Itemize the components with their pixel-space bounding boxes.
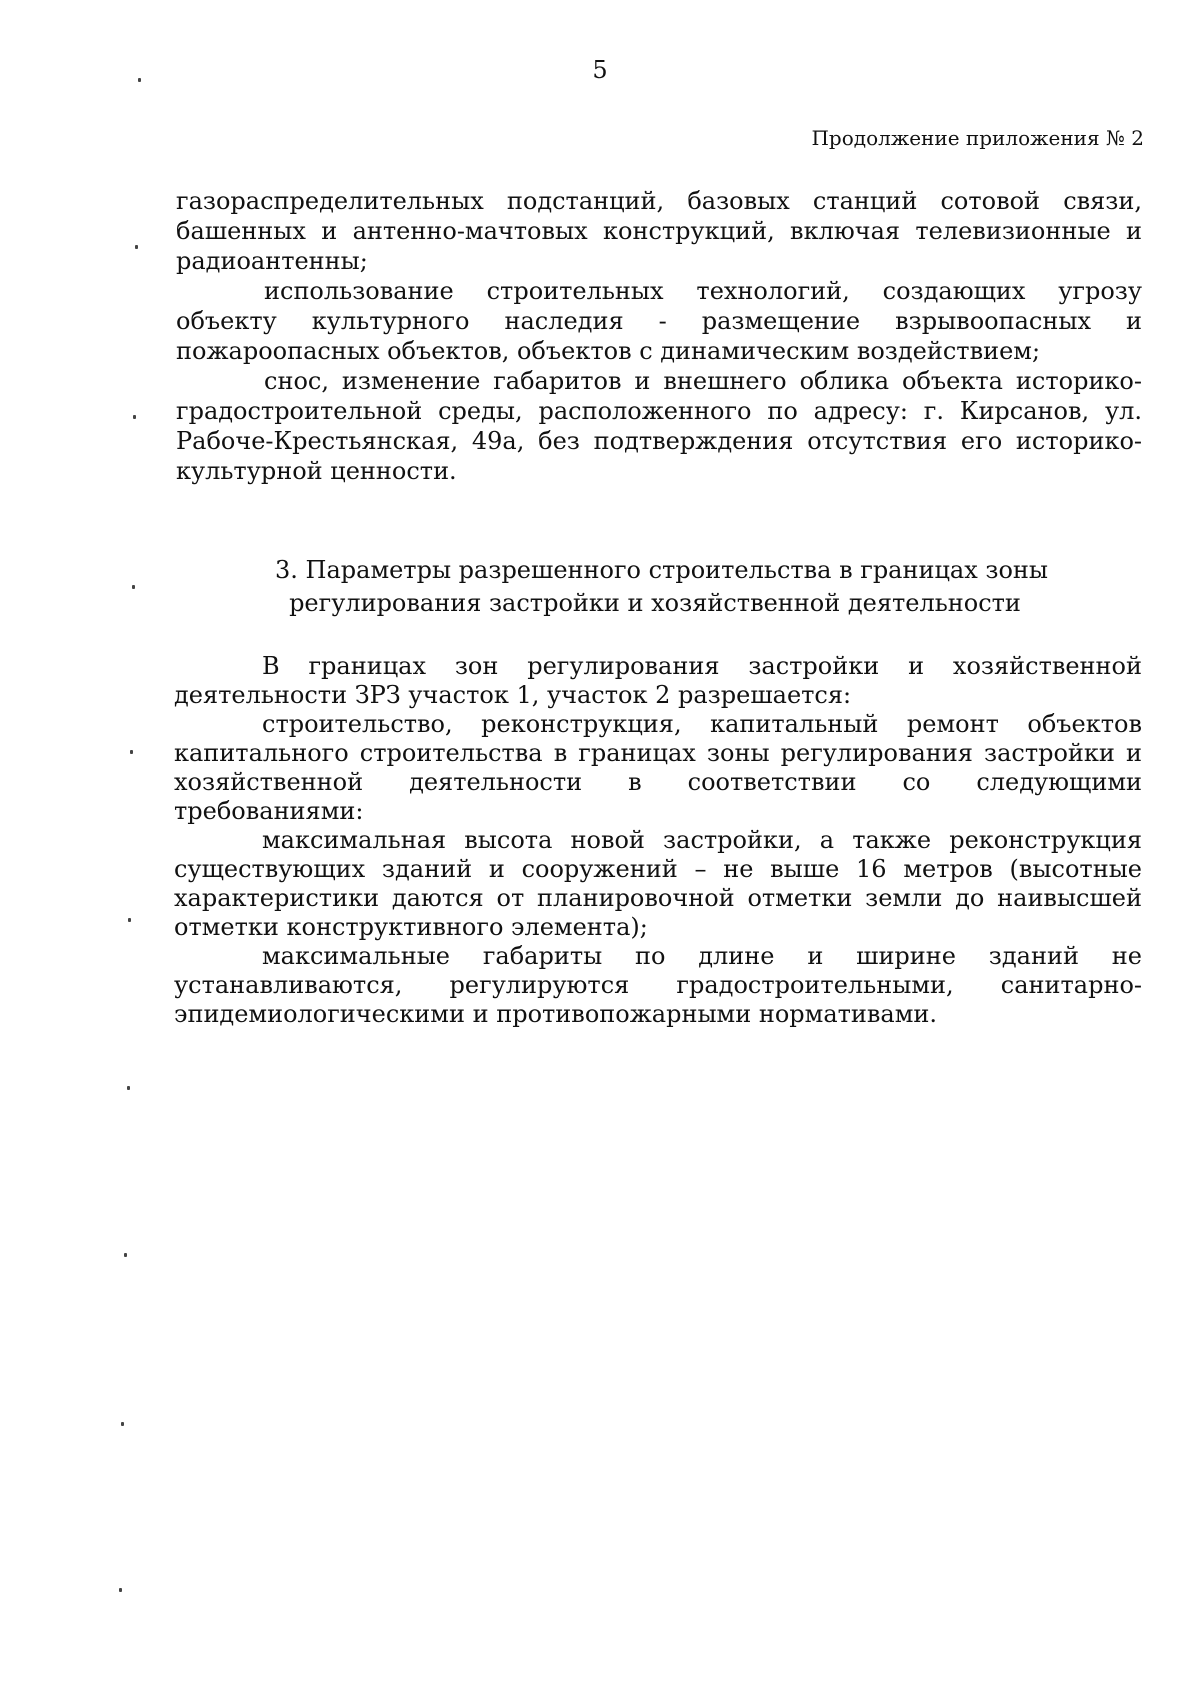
scan-speck — [138, 78, 141, 82]
body-text-bottom — [174, 652, 1142, 1029]
scan-speck — [121, 1422, 124, 1426]
scan-speck — [135, 245, 138, 249]
section-heading — [275, 554, 1049, 620]
scan-speck — [133, 415, 136, 419]
paragraph-max-dimensions: максимальные габариты по длине и ширине зданий не устанавливаются, регулируются градостроительными, санитарно-эпидемиологическими и противопожарными нормативами. — [174, 942, 1142, 1028]
paragraph-gas-stations: газораспределительных подстанций, базовых станций сотовой связи, башенных и антенно-мачтовых конструкций, включая телевизионные и радиоантенны; — [176, 187, 1142, 275]
paragraph-demolition: снос, изменение габаритов и внешнего облика объекта историко-градостроительной среды, расположенного по адресу: г. Кирсанов, ул. Рабоче-Крестьянская, 49а, без подтверждения отсутствия его историко-культурной ценности. — [176, 367, 1142, 485]
paragraph-construction-allowed: строительство, реконструкция, капитальный ремонт объектов капитального строительства в границах зоны регулирования застройки и хозяйственной деятельности в соответствии со следующими требованиями: — [174, 710, 1142, 825]
scan-speck — [124, 1253, 127, 1257]
section-heading-line-1: 3. Параметры разрешенного строительства в границах зоны — [275, 556, 1049, 584]
paragraph-construction-technologies: использование строительных технологий, создающих угрозу объекту культурного наследия - размещение взрывоопасных и пожароопасных объектов, объектов с динамическим воздействием; — [176, 277, 1142, 365]
appendix-continuation-label: Продолжение приложения № 2 — [811, 126, 1144, 150]
scan-speck — [128, 918, 131, 922]
section-heading-line-2: регулирования застройки и хозяйственной деятельности — [289, 589, 1021, 617]
paragraph-zone-permission: В границах зон регулирования застройки и хозяйственной деятельности ЗРЗ участок 1, участок 2 разрешается: — [174, 652, 1142, 709]
body-text-top — [176, 186, 1142, 486]
page-number: 5 — [592, 56, 608, 84]
paragraph-max-height: максимальная высота новой застройки, а также реконструкция существующих зданий и сооружений – не выше 16 метров (высотные характеристики даются от планировочной отметки земли до наивысшей отметки конструктивного элемента); — [174, 826, 1142, 941]
scan-speck — [130, 750, 133, 754]
scan-speck — [127, 1086, 130, 1090]
scan-speck — [119, 1588, 122, 1592]
scan-speck — [132, 585, 135, 589]
